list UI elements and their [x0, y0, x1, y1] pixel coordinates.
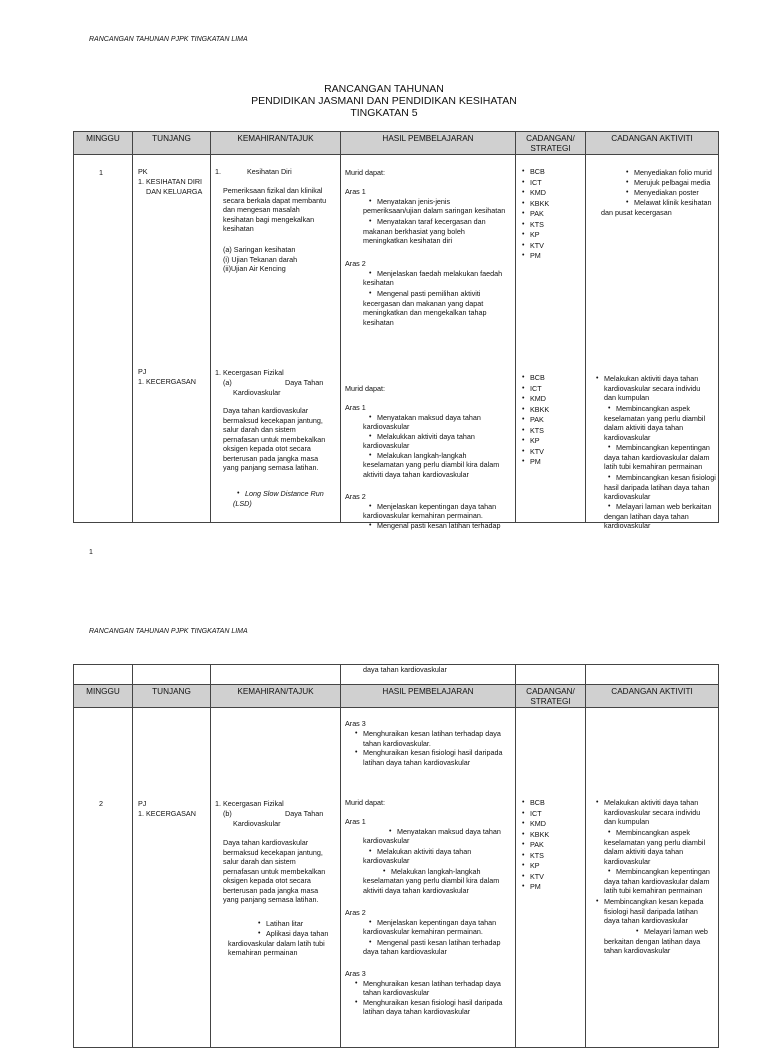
strategi-item: • BCB: [530, 373, 545, 383]
week-number: 1: [99, 168, 103, 177]
tunjang-line: 1. KECERGASAN: [138, 809, 196, 818]
kemahiran-desc: salur darah dan sistem: [223, 857, 296, 866]
aktiviti-item: • Membincangkan kesan kepada: [604, 897, 704, 907]
kemahiran-b-desc: salur darah dan sistem: [223, 425, 296, 434]
aktiviti-item-cont: keselamatan yang perlu diambil: [604, 837, 706, 847]
kemahiran-b-desc: bermaksud kecekapan jantung,: [223, 415, 323, 425]
kemahiran-b-bullet-cont: (LSD): [233, 499, 252, 508]
kemahiran-b-desc: Daya tahan kardiovaskular: [223, 406, 309, 415]
hasil-a-item-cont: kesihatan: [363, 317, 394, 327]
aktiviti-b-item: • Membincangkan aspek: [616, 404, 690, 414]
kemahiran-a-sub: (ii)Ujian Air Kencing: [223, 264, 286, 273]
aktiviti-b-item: • Membincangkan kepentingan: [616, 443, 710, 453]
col-header-minggu: MINGGU: [74, 132, 133, 155]
tunjang-a-line: 1. KESIHATAN DIRI: [138, 177, 203, 186]
running-header: RANCANGAN TAHUNAN PJPK TINGKATAN LIMA: [89, 36, 248, 43]
strategi-item: • KP: [530, 230, 540, 240]
strategi-cell: [516, 708, 585, 1046]
strategi-item: • KTV: [530, 447, 544, 457]
week-cell: [74, 155, 132, 521]
kemahiran-desc: pernafasan untuk membekalkan: [223, 866, 326, 876]
kemahiran-desc: bermaksud kecekapan jantung,: [223, 847, 323, 857]
kemahiran-a-desc: Pemeriksaan fizikal dan klinikal: [223, 186, 323, 195]
kemahiran-b-desc: berterusan pada jangka masa: [223, 453, 319, 463]
week-cell: [74, 708, 132, 1046]
tunjang-b-line: 1. KECERGASAN: [138, 377, 196, 386]
hasil-b-item-cont: kardiovaskular: [363, 441, 410, 450]
document-title-line-1: RANCANGAN TAHUNAN: [324, 83, 444, 95]
kemahiran-a-title: Kesihatan Diri: [247, 167, 292, 176]
kemahiran-b-title: 1. Kecergasan Fizikal: [215, 368, 284, 377]
hasil-item-cont: kardiovaskular: [363, 856, 410, 865]
aktiviti-item: • Membincangkan aspek: [616, 828, 690, 838]
hasil-b-item-cont: aktiviti daya tahan kardiovaskular: [363, 469, 469, 479]
aktiviti-b-item: • Melakukan aktiviti daya tahan: [604, 374, 698, 384]
hasil-b-item: • Menyatakan maksud daya tahan: [377, 413, 481, 423]
aktiviti-a-item: • Merujuk pelbagai media: [634, 178, 710, 188]
col-header-hasil: HASIL PEMBELAJARAN: [341, 685, 516, 708]
aktiviti-a-item: • Menyediakan folio murid: [634, 168, 712, 178]
aktiviti-b-item-cont: daya tahan kardiovaskular dalam: [604, 452, 710, 462]
strategi-item: • ICT: [530, 384, 542, 394]
hasil-aras3: Aras 3: [345, 969, 366, 978]
kemahiran-b-sub: (a): [223, 378, 232, 387]
hasil-a-item-cont: makanan berkhasiat yang boleh: [363, 226, 465, 236]
hasil-item: • Melakukan langkah-langkah: [391, 867, 481, 877]
hasil-b-intro: Murid dapat:: [345, 384, 385, 393]
strategi-item: • KTS: [530, 851, 544, 861]
kemahiran-a-desc: dan mengesan masalah: [223, 205, 300, 214]
strategi-item: • KTV: [530, 872, 544, 882]
aktiviti-item-cont: latih tubi kemahiran permainan: [604, 886, 703, 895]
strategi-cell: [516, 155, 585, 521]
aktiviti-item-cont: daya tahan kardiovaskular: [604, 916, 688, 925]
plan-table-page-2: [73, 664, 719, 1048]
hasil-item: • Menjelaskan kepentingan daya tahan: [377, 918, 496, 928]
strategi-item: • PM: [530, 882, 541, 892]
document-title-line-2: PENDIDIKAN JASMANI DAN PENDIDIKAN KESIHATAN: [251, 95, 517, 107]
aktiviti-b-item: • Membincangkan kesan fisiologi: [616, 473, 716, 483]
kemahiran-a-desc: secara berkala dapat membantu: [223, 195, 327, 205]
hasil-a-intro: Murid dapat:: [345, 168, 385, 177]
tunjang-line: PJ: [138, 799, 147, 808]
kemahiran-title: 1. Kecergasan Fizikal: [215, 799, 284, 808]
hasil-b-item: • Melakukkan aktiviti daya tahan: [377, 432, 475, 442]
hasil-aras3-top: Aras 3: [345, 719, 366, 728]
hasil-item: • Menghuraikan kesan latihan terhadap daya: [363, 979, 501, 989]
hasil-b-item-cont: kardiovaskular kemahiran permainan.: [363, 511, 483, 520]
aktiviti-b-item-cont: dengan latihan daya tahan: [604, 511, 689, 521]
aktiviti-a-item-cont: dan pusat kecergasan: [601, 208, 672, 217]
aktiviti-item-cont: dan kumpulan: [604, 817, 650, 826]
hasil-cell: [341, 708, 515, 1046]
hasil-item-cont: daya tahan kardiovaskular: [363, 947, 447, 956]
kemahiran-sub: Daya Tahan: [285, 809, 324, 818]
hasil-b-item-cont: keselamatan yang perlu diambil kira dalam: [363, 460, 500, 469]
col-header-tunjang: TUNJANG: [133, 685, 211, 708]
hasil-a-item: • Menyatakan jenis-jenis: [377, 197, 450, 207]
aktiviti-b-item-cont: kardiovaskular secara individu: [604, 383, 701, 393]
strategi-item: • KBKK: [530, 405, 549, 415]
hasil-item: • Menghuraikan kesan fisiologi hasil daripada: [363, 998, 502, 1008]
aktiviti-b-item-cont: hasil daripada latihan daya tahan: [604, 482, 710, 492]
kemahiran-bullet-cont: kemahiran permainan: [228, 948, 298, 957]
strategi-item: • PAK: [530, 840, 544, 850]
aktiviti-b-item-cont: keselamatan yang perlu diambil: [604, 413, 706, 423]
kemahiran-cell: [211, 708, 340, 1046]
hasil-a-item: • Menyatakan taraf kecergasan dan: [377, 217, 486, 227]
hasil-a-aras1: Aras 1: [345, 187, 366, 196]
strategi-item: • PAK: [530, 209, 544, 219]
tunjang-b-line: PJ: [138, 367, 147, 376]
strategi-item: • ICT: [530, 809, 542, 819]
strategi-item: • PM: [530, 251, 541, 261]
strategi-item: • KTS: [530, 426, 544, 436]
kemahiran-a-sub: (a) Saringan kesihatan: [223, 245, 296, 254]
strategi-item: • KMD: [530, 188, 546, 198]
hasil-item: • Menghuraikan kesan fisiologi hasil daripada: [363, 748, 502, 758]
strategi-item: • KTV: [530, 241, 544, 251]
hasil-item-cont: aktiviti daya tahan kardiovaskular: [363, 885, 469, 895]
aktiviti-b-item-cont: latih tubi kemahiran permainan: [604, 462, 703, 471]
hasil-item: • Menyatakan maksud daya tahan: [397, 827, 501, 837]
kemahiran-desc: Daya tahan kardiovaskular: [223, 838, 309, 847]
aktiviti-item-cont: kardiovaskular secara individu: [604, 807, 701, 817]
hasil-a-item-cont: kesihatan: [363, 278, 394, 287]
running-header: RANCANGAN TAHUNAN PJPK TINGKATAN LIMA: [89, 628, 248, 635]
kemahiran-bullet-cont: kardiovaskular dalam latih tubi: [228, 938, 325, 948]
aktiviti-b-item-cont: dan kumpulan: [604, 393, 650, 402]
aktiviti-a-item: • Melawat klinik kesihatan: [634, 198, 712, 208]
hasil-item-cont: kardiovaskular kemahiran permainan.: [363, 927, 483, 936]
hasil-aras2: Aras 2: [345, 908, 366, 917]
aktiviti-item: • Melayari laman web: [644, 927, 708, 937]
tunjang-a-line: PK: [138, 167, 148, 176]
kemahiran-desc: oksigen kepada otot secara: [223, 876, 311, 885]
col-header-kemahiran: KEMAHIRAN/TAJUK: [211, 132, 341, 155]
hasil-item: • Menghuraikan kesan latihan terhadap daya: [363, 729, 501, 739]
week-number: 2: [99, 799, 103, 808]
col-header-aktiviti: CADANGAN AKTIVITI: [586, 685, 719, 708]
aktiviti-item: • Melakukan aktiviti daya tahan: [604, 798, 698, 808]
hasil-aras1: Aras 1: [345, 817, 366, 826]
strategi-item: • ICT: [530, 178, 542, 188]
hasil-b-aras1: Aras 1: [345, 403, 366, 412]
kemahiran-cell: [211, 155, 340, 521]
aktiviti-item-cont: daya tahan kardiovaskular dalam: [604, 876, 710, 886]
kemahiran-a-desc: kesihatan bagi mengekalkan: [223, 214, 315, 224]
aktiviti-cell: [586, 708, 718, 1046]
aktiviti-item-cont: tahan kardiovaskular: [604, 946, 671, 955]
hasil-a-item-cont: pemeriksaan/ujian dalam saringan kesihatan: [363, 206, 506, 215]
kemahiran-sub: (b): [223, 809, 232, 818]
hasil-item-cont: tahan kardiovaskular: [363, 988, 430, 997]
hasil-item: • Melakukan aktiviti daya tahan: [377, 847, 471, 857]
col-header-kemahiran: KEMAHIRAN/TAJUK: [211, 685, 341, 708]
hasil-item-cont: latihan daya tahan kardiovaskular: [363, 757, 471, 767]
hasil-a-aras2: Aras 2: [345, 259, 366, 268]
tunjang-cell: [133, 155, 210, 521]
strategi-item: • KTS: [530, 220, 544, 230]
col-header-minggu: MINGGU: [74, 685, 133, 708]
col-header-hasil: HASIL PEMBELAJARAN: [341, 132, 516, 155]
kemahiran-desc: berterusan pada jangka masa: [223, 885, 319, 895]
strategi-item: • BCB: [530, 167, 545, 177]
kemahiran-b-sub: Kardiovaskular: [233, 388, 281, 397]
aktiviti-b-item-cont: kardiovaskular: [604, 432, 651, 442]
aktiviti-b-item-cont: dalam aktiviti daya tahan: [604, 423, 684, 432]
strategi-item: • KP: [530, 436, 540, 446]
aktiviti-item-cont: kardiovaskular: [604, 856, 651, 866]
hasil-b-item: • Mengenal pasti kesan latihan terhadap: [377, 521, 500, 531]
kemahiran-b-desc: oksigen kepada otot secara: [223, 444, 311, 453]
kemahiran-desc: yang panjang semasa latihan.: [223, 895, 319, 904]
hasil-a-item-cont: meningkatkan kesihatan diri: [363, 236, 453, 245]
kemahiran-b-desc: pernafasan untuk membekalkan: [223, 434, 326, 444]
hasil-a-item: • Mengenal pasti pemilihan aktiviti: [377, 289, 480, 299]
col-header-tunjang: TUNJANG: [133, 132, 211, 155]
strategi-item: • PM: [530, 457, 541, 467]
hasil-b-item-cont: kardiovaskular: [363, 422, 410, 431]
col-header-strategi: CADANGAN/ STRATEGI: [516, 132, 586, 155]
aktiviti-item-cont: fisiologi hasil daripada latihan: [604, 906, 698, 916]
aktiviti-a-item: • Menyediakan poster: [634, 188, 699, 198]
aktiviti-item: • Membincangkan kepentingan: [616, 867, 710, 877]
col-header-strategi: CADANGAN/ STRATEGI: [516, 685, 586, 708]
kemahiran-b-desc: yang panjang semasa latihan.: [223, 463, 319, 472]
aktiviti-cell: [586, 155, 718, 530]
hasil-a-item: • Menjelaskan faedah melakukan faedah: [377, 269, 502, 279]
kemahiran-bullet: • Aplikasi daya tahan: [266, 929, 328, 939]
aktiviti-item-cont: dalam aktiviti daya tahan: [604, 847, 684, 856]
strategi-item: • KP: [530, 861, 540, 871]
strategi-item: • KMD: [530, 394, 546, 404]
page-number: 1: [89, 549, 93, 556]
hasil-b-item: • Melakukan langkah-langkah: [377, 451, 467, 461]
strategi-item: • BCB: [530, 798, 545, 808]
carry-over-text: daya tahan kardiovaskular: [363, 665, 447, 674]
aktiviti-b-item-cont: kardiovaskular: [604, 521, 651, 530]
kemahiran-a-num: 1.: [215, 167, 221, 176]
hasil-item-cont: keselamatan yang perlu diambil kira dalam: [363, 876, 500, 885]
strategi-item: • PAK: [530, 415, 544, 425]
kemahiran-a-sub: (i) Ujian Tekanan darah: [223, 254, 298, 264]
hasil-intro: Murid dapat:: [345, 798, 385, 807]
col-header-aktiviti: CADANGAN AKTIVITI: [586, 132, 719, 155]
aktiviti-b-item: • Melayari laman web berkaitan: [616, 502, 711, 512]
hasil-cell: [341, 155, 515, 530]
hasil-item-cont: kardiovaskular: [363, 836, 410, 845]
document-title-line-3: TINGKATAN 5: [350, 107, 418, 119]
hasil-b-item: • Menjelaskan kepentingan daya tahan: [377, 502, 496, 512]
strategi-item: • KBKK: [530, 199, 549, 209]
hasil-b-aras2: Aras 2: [345, 492, 366, 501]
tunjang-a-line: DAN KELUARGA: [146, 187, 203, 196]
hasil-item: • Mengenal pasti kesan latihan terhadap: [377, 938, 500, 948]
tunjang-cell: [133, 708, 210, 1046]
strategi-item: • KBKK: [530, 830, 549, 840]
aktiviti-item-cont: berkaitan dengan latihan daya: [604, 936, 701, 946]
kemahiran-b-bullet: • Long Slow Distance Run: [245, 489, 324, 499]
kemahiran-a-desc: kesihatan: [223, 224, 254, 233]
strategi-item: • KMD: [530, 819, 546, 829]
hasil-item-cont: latihan daya tahan kardiovaskular: [363, 1007, 471, 1016]
kemahiran-sub: Kardiovaskular: [233, 819, 281, 828]
hasil-a-item-cont: meningkatkan dan mengekalkan tahap: [363, 308, 487, 317]
hasil-item-cont: tahan kardiovaskular.: [363, 738, 431, 748]
plan-table-page-1: [73, 131, 719, 530]
hasil-a-item-cont: kecergasan dan makanan yang dapat: [363, 298, 484, 308]
aktiviti-b-item-cont: kardiovaskular: [604, 492, 651, 501]
kemahiran-b-sub: Daya Tahan: [285, 378, 324, 387]
kemahiran-bullet: • Latihan litar: [266, 919, 303, 929]
